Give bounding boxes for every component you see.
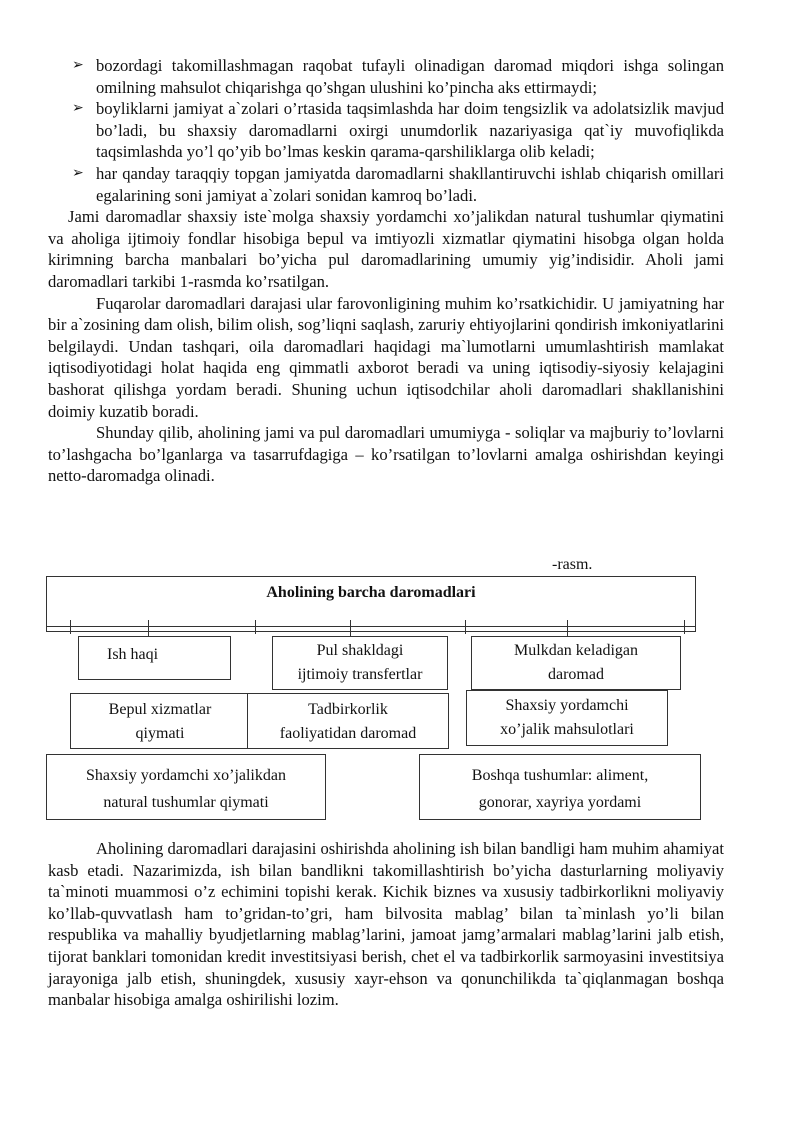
box-household-products-line1: Shaxsiy yordamchi — [505, 697, 629, 714]
box-property-income — [471, 636, 681, 690]
arrow-bullet-icon: ➢ — [72, 57, 84, 73]
box-social-transfers-line1: Pul shakldagi — [316, 642, 404, 659]
paragraph-net-income: Shunday qilib, aholining jami va pul daromadlari umumiyga - soliqlar va majburiy to’lovlarni to’lashgacha bo’lganlarga va tasarrufdagiga – ko’rsatilgan to’lovlarni amalga oshirishdan keyingi netto-daromadga olinadi. — [48, 423, 724, 486]
paragraph-employment: Aholining daromadlari darajasini oshirishda aholining ish bilan bandligi ham muhim ahamiyat kasb etadi. Nazarimizda, ish bilan bandlikni takomillashtirish bo’yicha dasturlarning moliyaviy ta`minoti muammosi o’z echimini topishi kerak. Kichik biznes va xususiy tadbirkorlikni moliyaviy ko’llab-quvvatlash ham to’gridan-to’gri, ham bilvosita mablag’ bilan ta`minlash yo’li bilan respublika va mahalliy byudjetlarning mablag’larini, jamoat jamg’armalari mablag’larini jalb etish, tijorat banklari tomonidan kredit investitsiyasi berish, chet el va tadbirkorlik sarmoyasini investitsiya jarayoniga jalb etish, shuningdek, xususiy xayr-ehson va qonunchilikda ta`qiqlanmagan boshqa manbalar hisobiga amalga oshirilishi lozim. — [48, 839, 724, 1010]
arrow-bullet-icon: ➢ — [72, 164, 84, 181]
bullet-item-1 — [48, 55, 724, 98]
connector-tick — [70, 620, 71, 634]
bullet-item-2 — [48, 98, 724, 163]
paragraph-total-income: Jami daromadlar shaxsiy iste`molga shaxsiy yordamchi xo’jalikdan natural tushumlar qiymatini va aholiga ijtimoiy fondlar hisobiga bepul va imtiyozli xizmatlar qiymatini hisobga olgan holda kirimning barcha manbalari bo’yicha pul daromadlarining umumiy yig’indisidir. Aholi jami daromadlari tarkibi 1-rasmda ko’rsatilgan. — [48, 207, 724, 291]
paragraph-citizen-income: Fuqarolar daromadlari darajasi ular farovonligining muhim ko’rsatkichidir. U jamiyatning har bir a`zosining dam olish, bilim olish, sog’liqni saqlash, zaruriy ehtiyojlarini qondirish imkoniyatlarini belgilaydi. Undan tashqari, oila daromadlari haqidagi ma`lumotlarni umumlashtirish mamlakat iqtisodiyotidagi holat haqida eng qimmatli axborot beradi va uning iqtisodiy-siyosiy kelajagini bashorat qilishga yordam beradi. Shuning uchun iqtisodchilar aholi daromadlari shakllanishini doimiy kuzatib boradi. — [48, 293, 724, 421]
box-household-products — [466, 690, 668, 746]
document-body-after-figure — [48, 838, 724, 1011]
box-free-services — [70, 693, 250, 749]
document-body — [48, 55, 724, 487]
box-wages — [78, 636, 231, 680]
figure-caption: -rasm. — [552, 556, 593, 573]
box-other-receipts-line1: Boshqa tushumlar: aliment, — [471, 767, 649, 784]
box-entrepreneurship-line2: faoliyatidan daromad — [279, 725, 417, 742]
box-property-income-line2: daromad — [548, 666, 604, 683]
arrow-bullet-icon: ➢ — [72, 100, 84, 117]
box-other-receipts — [419, 754, 701, 820]
box-natural-receipts — [46, 754, 326, 820]
connector-tick — [684, 620, 685, 634]
box-free-services-line1: Bepul xizmatlar — [108, 701, 212, 718]
box-property-income-line1: Mulkdan keladigan — [514, 642, 638, 659]
box-social-transfers — [272, 636, 448, 690]
connector-line — [46, 626, 696, 627]
connector-tick — [148, 620, 149, 636]
box-entrepreneurship — [247, 693, 449, 749]
box-wages-label: Ish haqi — [107, 646, 159, 663]
connector-tick — [255, 620, 256, 634]
diagram-title: Aholining barcha daromadlari — [266, 584, 476, 601]
box-social-transfers-line2: ijtimoiy transfertlar — [297, 666, 423, 683]
bullet-text-2: boyliklarni jamiyat a`zolari o’rtasida taqsimlashda har doim tengsizlik va adolatsizlik mavjud bo’ladi, bu shaxsiy daromadlarni oxirgi unumdorlik nazariyasiga qat`iy muvofiqlikda taqsimlashda yo’l qo’yib bo’lmas keskin qarama-qarshiliklarga olib keladi; — [96, 99, 724, 162]
bullet-item-3 — [48, 163, 724, 206]
diagram-title-box — [46, 576, 696, 632]
connector-tick — [567, 620, 568, 636]
box-natural-receipts-line1: Shaxsiy yordamchi xo’jalikdan — [86, 767, 286, 784]
box-other-receipts-line2: gonorar, xayriya yordami — [478, 794, 642, 811]
bullet-text-1: bozordagi takomillashmagan raqobat tufayli olinadigan daromad miqdori ishga solingan omilning mahsulot chiqarishga qo’shgan ulushini ko’pincha aks ettirmaydi; — [96, 56, 724, 97]
box-entrepreneurship-line1: Tadbirkorlik — [308, 701, 388, 718]
box-free-services-line2: qiymati — [135, 725, 185, 742]
bullet-text-3: har qanday taraqqiy topgan jamiyatda daromadlarni shakllantiruvchi ishlab chiqarish omillari egalarining soni jamiyat a`zolari sonidan kamroq bo’ladi. — [96, 163, 724, 205]
box-natural-receipts-line2: natural tushumlar qiymati — [103, 794, 269, 811]
connector-tick — [465, 620, 466, 634]
box-household-products-line2: xo’jalik mahsulotlari — [500, 721, 634, 738]
connector-tick — [350, 620, 351, 636]
